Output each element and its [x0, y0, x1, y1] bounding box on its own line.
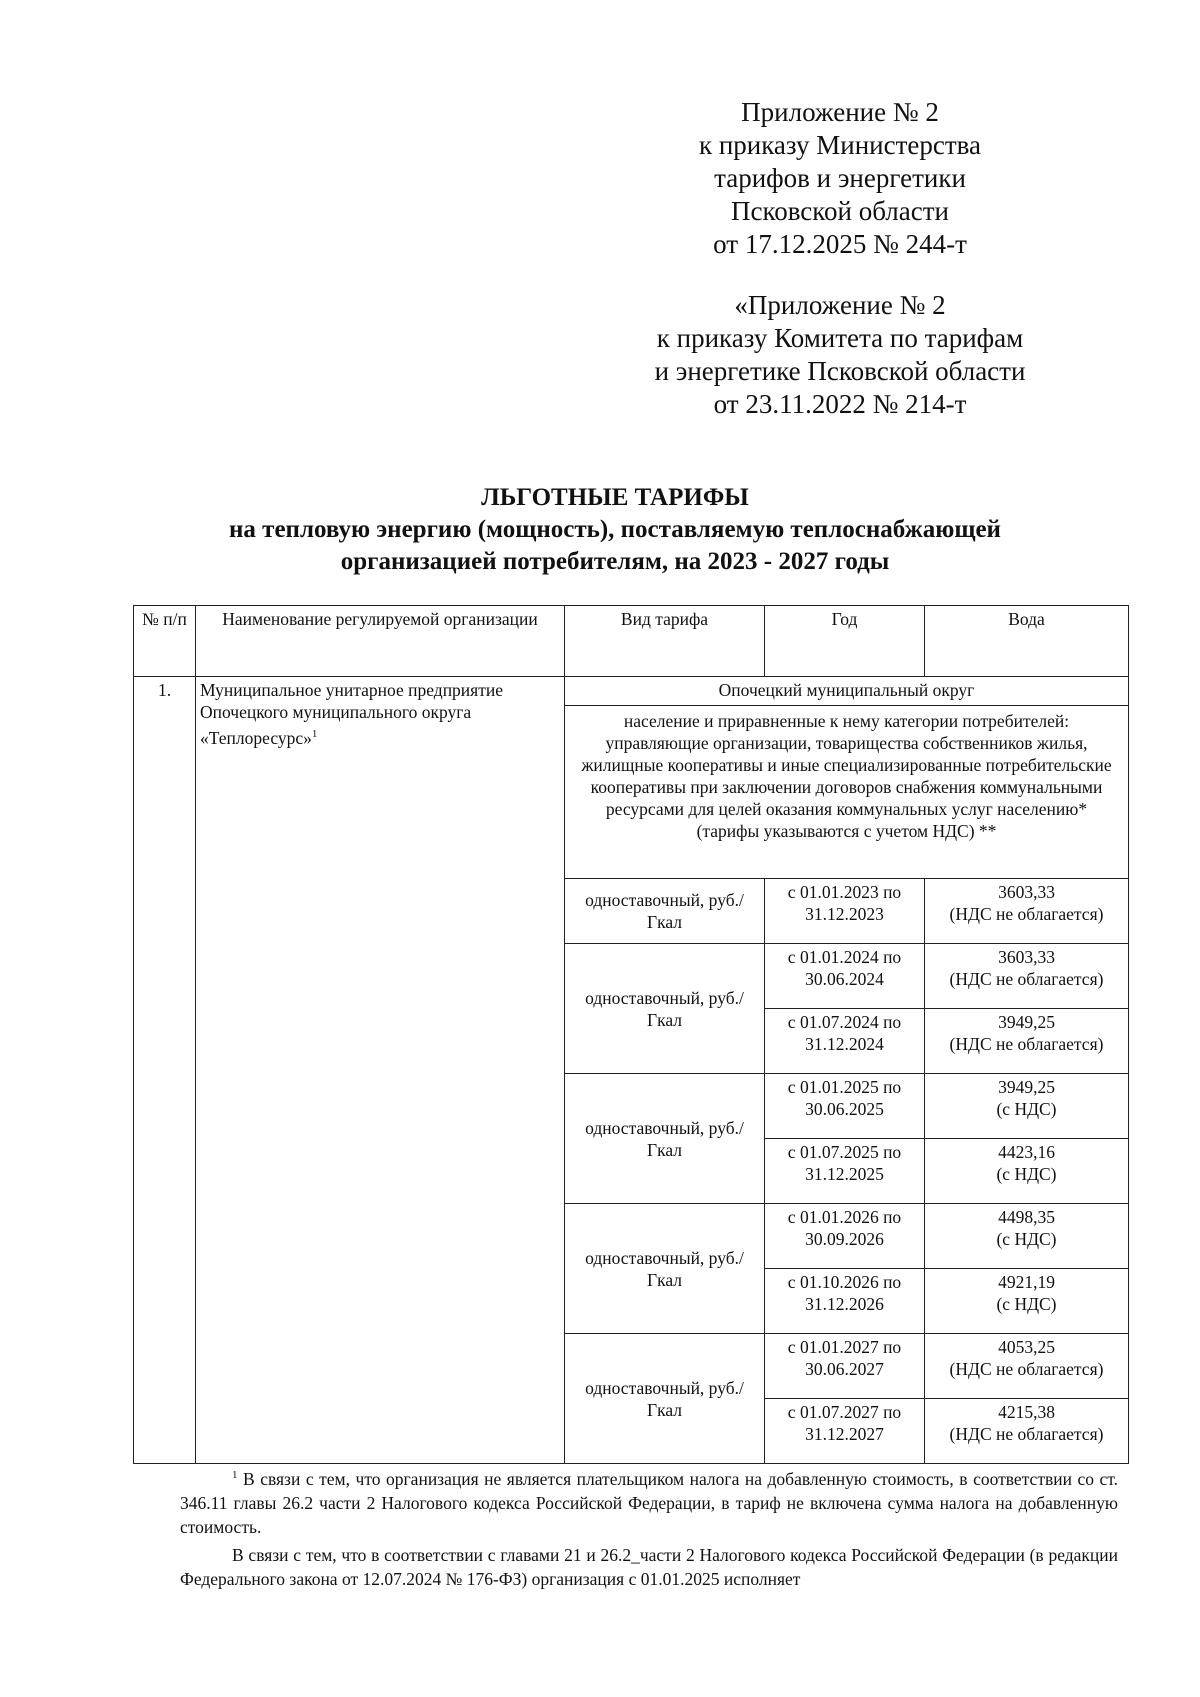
tariff-type-cell: одноставочный, руб./Гкал [565, 1074, 765, 1204]
footnote-1 [180, 1463, 1118, 1539]
header-line: от 23.11.2022 № 214-т [713, 389, 967, 419]
water-tariff-cell [925, 1399, 1129, 1464]
tariff-value: 4921,19 [998, 1272, 1055, 1292]
vat-note: (НДС не облагается) [949, 1034, 1104, 1054]
consumer-category: население и приравненные к нему категории потребителей: управляющие организации, товарищества собственников жилья, жилищные кооперативы и иные специализированные потребительские кооперативы при заключении договоров снабжения коммунальными ресурсами для целей оказания коммунальных услуг населению* (тарифы указываются с учетом НДС) ** [565, 706, 1129, 879]
period-cell: с 01.10.2026 по 31.12.2026 [765, 1269, 925, 1334]
period-cell: с 01.01.2027 по 30.06.2027 [765, 1334, 925, 1399]
water-tariff-cell [925, 1269, 1129, 1334]
district-name: Опочецкий муниципальный округ [565, 677, 1129, 706]
appendix-header-previous [630, 289, 1050, 421]
header-year: Год [765, 606, 925, 677]
vat-note: (с НДС) [996, 1099, 1057, 1119]
tariff-type-cell: одноставочный, руб./Гкал [565, 1204, 765, 1334]
header-line: от 17.12.2025 № 244-т [713, 229, 967, 259]
header-water: Вода [925, 606, 1129, 677]
title-line-3: организацией потребителям, на 2023 - 2027 годы [340, 548, 890, 575]
footnotes [180, 1463, 1118, 1595]
tariff-type-cell: одноставочный, руб./Гкал [565, 879, 765, 944]
period-cell: с 01.01.2024 по 30.06.2024 [765, 944, 925, 1009]
header-line: Приложение № 2 [741, 97, 939, 127]
organization-name-text: Муниципальное унитарное предприятие Опочецкого муниципального округа «Теплоресурс» [200, 680, 504, 748]
title-line-1: ЛЬГОТНЫЕ ТАРИФЫ [481, 484, 749, 511]
tariff-value: 4053,25 [998, 1337, 1055, 1357]
header-line: к приказу Комитета по тарифам [656, 323, 1024, 353]
header-tariff-type: Вид тарифа [565, 606, 765, 677]
vat-note: (НДС не облагается) [949, 1359, 1104, 1379]
water-tariff-cell [925, 879, 1129, 944]
footnote-2: В связи с тем, что в соответствии с главами 21 и 26.2_части 2 Налогового кодекса Российской Федерации (в редакции Федерального закона от 12.07.2024 № 176-ФЗ) организация с 01.01.2025 исполняет [180, 1544, 1118, 1589]
header-org: Наименование регулируемой организации [196, 606, 565, 677]
header-line: к приказу Министерства [698, 130, 982, 160]
title-line-2: на тепловую энергию (мощность), поставляемую теплоснабжающей [229, 516, 1001, 543]
table-row [134, 677, 1129, 706]
period-cell: с 01.07.2024 по 31.12.2024 [765, 1009, 925, 1074]
period-cell: с 01.01.2026 по 30.09.2026 [765, 1204, 925, 1269]
period-cell: с 01.07.2027 по 31.12.2027 [765, 1399, 925, 1464]
tariff-table [133, 605, 1129, 1464]
tariff-type-cell: одноставочный, руб./Гкал [565, 944, 765, 1074]
vat-note: (НДС не облагается) [949, 1424, 1104, 1444]
header-line: Псковской области [730, 196, 949, 226]
document-title [100, 482, 1130, 578]
tariff-value: 4423,16 [998, 1142, 1055, 1162]
organization-name [196, 677, 565, 1464]
tariff-value: 3949,25 [998, 1077, 1055, 1097]
vat-note: (с НДС) [996, 1229, 1057, 1249]
water-tariff-cell [925, 1204, 1129, 1269]
header-line: «Приложение № 2 [734, 290, 946, 320]
tariff-type-cell: одноставочный, руб./Гкал [565, 1334, 765, 1464]
header-line: тарифов и энергетики [714, 163, 966, 193]
tariff-value: 3949,25 [998, 1012, 1055, 1032]
water-tariff-cell [925, 1074, 1129, 1139]
appendix-header-current [660, 96, 1020, 261]
header-num: № п/п [134, 606, 196, 677]
tariff-value: 4215,38 [998, 1402, 1055, 1422]
row-number: 1. [134, 677, 196, 1464]
tariff-value: 3603,33 [998, 947, 1055, 967]
tariff-value: 3603,33 [998, 882, 1055, 902]
vat-note: (с НДС) [996, 1164, 1057, 1184]
water-tariff-cell [925, 944, 1129, 1009]
tariff-value: 4498,35 [998, 1207, 1055, 1227]
water-tariff-cell [925, 1334, 1129, 1399]
organization-footnote-mark: 1 [311, 728, 318, 740]
footnote-1-mark: 1 [232, 1469, 238, 1481]
water-tariff-cell [925, 1009, 1129, 1074]
vat-note: (НДС не облагается) [949, 969, 1104, 989]
vat-note: (с НДС) [996, 1294, 1057, 1314]
water-tariff-cell [925, 1139, 1129, 1204]
header-line: и энергетике Псковской области [654, 356, 1026, 386]
vat-note: (НДС не облагается) [949, 904, 1104, 924]
footnote-1-text: В связи с тем, что организация не является плательщиком налога на добавленную стоимость, в соответствии со ст. 346.11 главы 26.2 части 2 Налогового кодекса Российской Федерации, в тариф не включена сумма налога на добавленную стоимость. [180, 1468, 1118, 1537]
period-cell: с 01.07.2025 по 31.12.2025 [765, 1139, 925, 1204]
table-header-row [134, 606, 1129, 677]
period-cell: с 01.01.2025 по 30.06.2025 [765, 1074, 925, 1139]
period-cell: с 01.01.2023 по 31.12.2023 [765, 879, 925, 944]
